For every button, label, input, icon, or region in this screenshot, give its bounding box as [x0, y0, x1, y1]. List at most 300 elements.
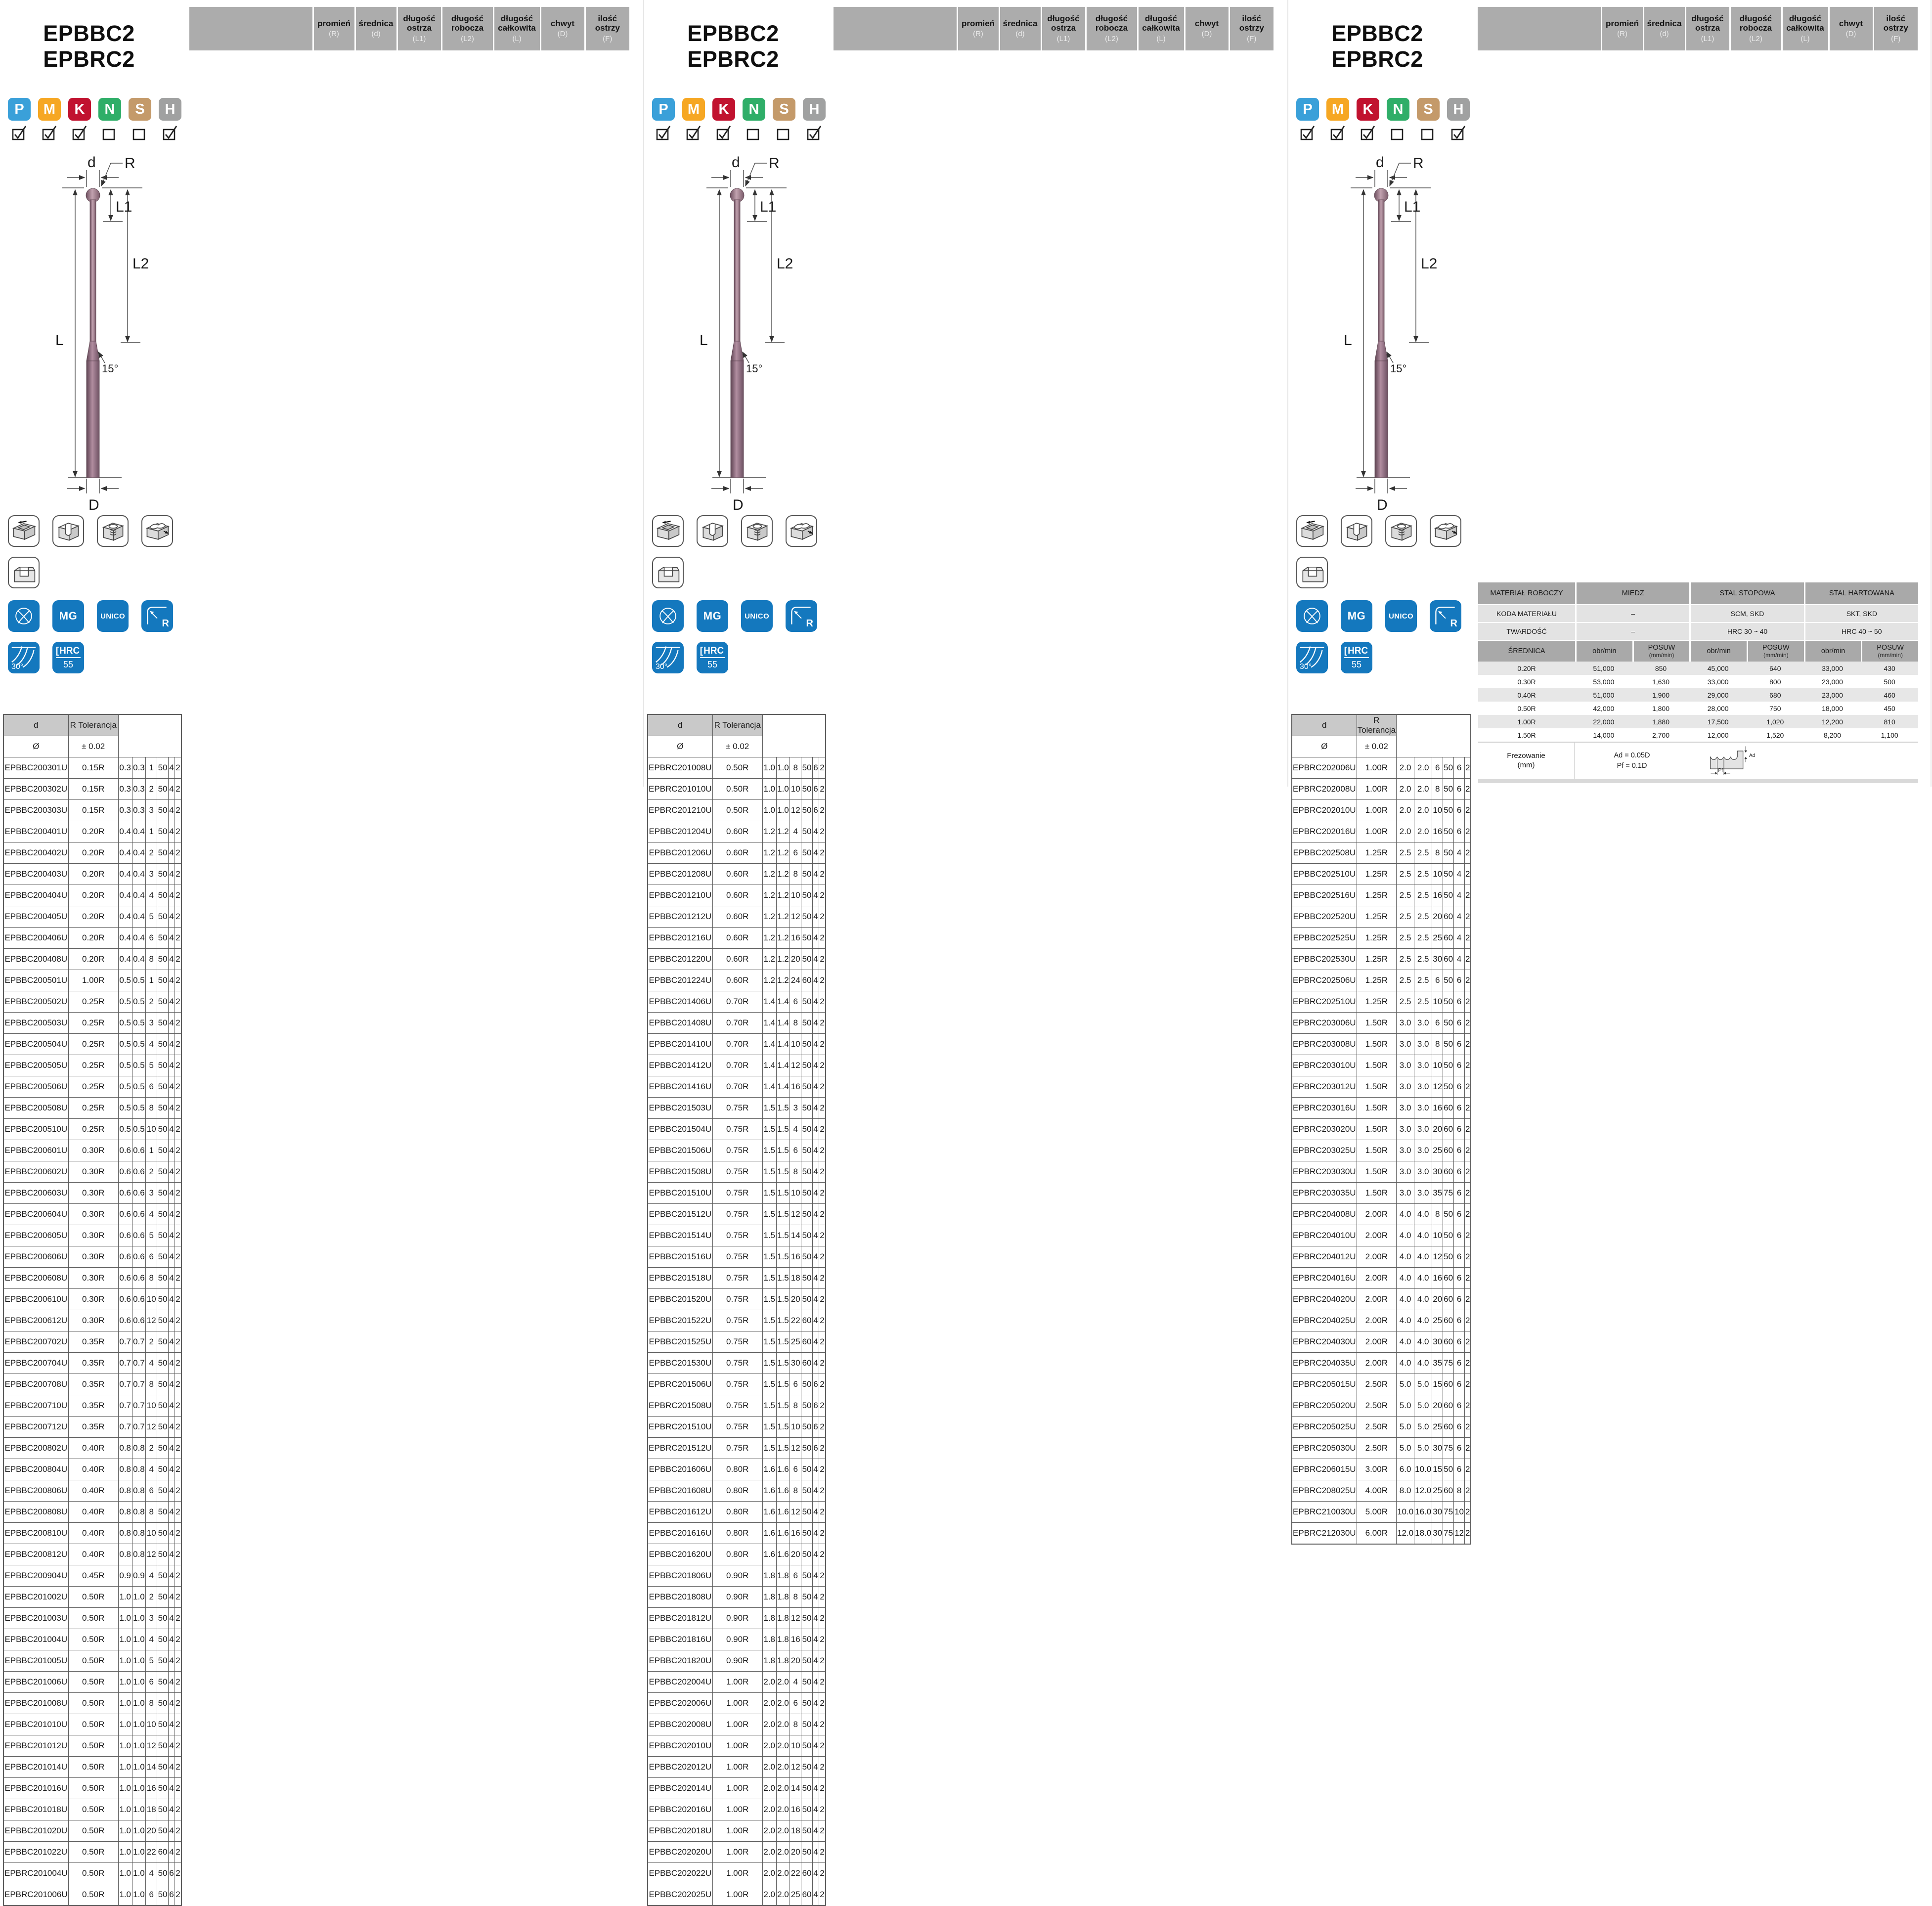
- value-cell: 3.0: [1397, 1013, 1414, 1034]
- material-checkbox-N: [98, 124, 121, 143]
- value-cell: 50: [801, 1778, 813, 1799]
- value-cell: 2.0: [762, 1778, 776, 1799]
- value-cell: 4: [812, 906, 819, 928]
- value-cell: 5.0: [1414, 1395, 1432, 1417]
- value-cell: 2: [175, 1438, 181, 1459]
- value-cell: 6: [1454, 1225, 1465, 1246]
- value-cell: 50: [157, 1565, 169, 1587]
- value-cell: 1.00R: [712, 1884, 762, 1906]
- value-cell: 50: [1443, 1076, 1454, 1098]
- corner-radius-icon: [141, 600, 173, 632]
- value-cell: 0.7: [118, 1331, 132, 1353]
- value-cell: 6: [812, 779, 819, 800]
- part-number: EPBBC202018U: [648, 1820, 712, 1842]
- col-header-flutes: ilość ostrzy (F): [1229, 7, 1273, 50]
- part-number: EPBBC201816U: [648, 1629, 712, 1650]
- value-cell: 6: [146, 1246, 157, 1268]
- product-table-wrap: [834, 7, 1273, 50]
- value-cell: 0.40R: [68, 1523, 118, 1544]
- value-cell: 6: [812, 1417, 819, 1438]
- value-cell: 50: [801, 1544, 813, 1565]
- value-cell: 2: [1465, 928, 1471, 949]
- value-cell: 4: [168, 757, 175, 779]
- table-row: [3, 1714, 181, 1735]
- value-cell: 2.5: [1397, 991, 1414, 1013]
- part-number: EPBBC200806U: [3, 1480, 68, 1502]
- value-cell: 2.00R: [1357, 1310, 1396, 1331]
- value-cell: 1.00R: [68, 970, 118, 991]
- value-cell: 2: [175, 1820, 181, 1842]
- helix-angle-label: 30°: [1300, 663, 1312, 671]
- value-cell: 50: [801, 949, 813, 970]
- value-cell: 8: [1432, 1204, 1443, 1225]
- value-cell: 2: [175, 1502, 181, 1523]
- value-cell: 50: [801, 1204, 813, 1225]
- value-cell: 12.0: [1414, 1480, 1432, 1502]
- col-header-diameter: średnica (d): [1643, 7, 1685, 50]
- channel-icon: [8, 557, 40, 588]
- value-cell: 1.0: [118, 1884, 132, 1906]
- value-cell: 4: [812, 1013, 819, 1034]
- value-cell: 50: [157, 1799, 169, 1820]
- value-cell: 3: [146, 1013, 157, 1034]
- part-number: EPBBC202530U: [1292, 949, 1357, 970]
- part-number: EPBBC200504U: [3, 1034, 68, 1055]
- param-value: 33,000: [1804, 662, 1861, 675]
- value-cell: 60: [801, 970, 813, 991]
- material-icon-P: P: [1296, 98, 1319, 121]
- value-cell: 1.4: [762, 1034, 776, 1055]
- value-cell: 0.50R: [68, 1587, 118, 1608]
- part-number: EPBBC201506U: [648, 1140, 712, 1161]
- value-cell: 0.6: [118, 1161, 132, 1183]
- param-diameter: 0.50R: [1517, 704, 1536, 712]
- value-cell: 0.6: [132, 1268, 146, 1289]
- value-cell: 1.4: [776, 1055, 790, 1076]
- value-cell: 1.0: [132, 1608, 146, 1629]
- part-number: EPBBC200405U: [3, 906, 68, 928]
- value-cell: 4: [812, 1353, 819, 1374]
- rpm-header: obr/min: [1804, 640, 1861, 662]
- value-cell: 4: [812, 1714, 819, 1735]
- value-cell: 2: [175, 800, 181, 821]
- value-cell: 1.50R: [1357, 1034, 1396, 1055]
- part-number: EPBBC201012U: [3, 1735, 68, 1757]
- value-cell: 2.0: [762, 1693, 776, 1714]
- channel-icon: [652, 557, 684, 588]
- part-number: EPBBC201608U: [648, 1480, 712, 1502]
- value-cell: 1.5: [776, 1353, 790, 1374]
- value-cell: 50: [801, 1629, 813, 1650]
- value-cell: 0.5: [118, 1076, 132, 1098]
- value-cell: 3.0: [1414, 1055, 1432, 1076]
- hardness-value: HRC 40 ~ 50: [1804, 622, 1918, 640]
- value-cell: 0.40R: [68, 1438, 118, 1459]
- value-cell: 50: [157, 1438, 169, 1459]
- value-cell: 50: [801, 1820, 813, 1842]
- part-number: EPBBC202520U: [1292, 906, 1357, 928]
- value-cell: 6: [1454, 1204, 1465, 1225]
- value-cell: 4: [168, 1799, 175, 1820]
- part-number: EPBBC201514U: [648, 1225, 712, 1246]
- part-number: EPBBC200612U: [3, 1310, 68, 1331]
- value-cell: 0.75R: [712, 1183, 762, 1204]
- value-cell: 60: [1443, 1098, 1454, 1119]
- value-cell: 1.2: [776, 928, 790, 949]
- value-cell: 10: [1454, 1502, 1465, 1523]
- value-cell: 0.25R: [68, 1055, 118, 1076]
- value-cell: 1.0: [118, 1863, 132, 1884]
- part-number: EPBBC201406U: [648, 991, 712, 1013]
- material-icon-K: K: [712, 98, 735, 121]
- value-cell: 4: [168, 1523, 175, 1544]
- value-cell: 2: [819, 1884, 826, 1906]
- param-value: 33,000: [1707, 677, 1729, 686]
- value-cell: 50: [157, 1714, 169, 1735]
- value-cell: 1.8: [776, 1587, 790, 1608]
- dim-label-shank: D: [733, 497, 744, 513]
- material-checkbox-K: [68, 124, 91, 143]
- mg-label: MG: [59, 610, 78, 622]
- value-cell: 50: [157, 1650, 169, 1672]
- part-number: EPBRC201004U: [3, 1863, 68, 1884]
- params-row: [1478, 702, 1918, 715]
- value-cell: 1.6: [762, 1459, 776, 1480]
- table-row: [1292, 1076, 1471, 1098]
- value-cell: 2.00R: [1357, 1289, 1396, 1310]
- table-row: [3, 1608, 181, 1629]
- value-cell: 4: [168, 991, 175, 1013]
- value-cell: 2: [819, 1459, 826, 1480]
- value-cell: 35: [1432, 1183, 1443, 1204]
- dim-label-l2: L2: [132, 256, 149, 272]
- value-cell: 1.00R: [1357, 779, 1396, 800]
- table-row: [3, 842, 181, 864]
- part-number: EPBBC200804U: [3, 1459, 68, 1480]
- hardness-value: –: [1575, 622, 1689, 640]
- param-value: 460: [1861, 688, 1918, 702]
- param-value: 430: [1861, 662, 1918, 675]
- value-cell: 0.50R: [68, 1778, 118, 1799]
- table-row: [648, 1587, 826, 1608]
- value-cell: 6: [1454, 800, 1465, 821]
- table-row: [1292, 1417, 1471, 1438]
- r-label: R: [806, 618, 813, 629]
- value-cell: 4: [812, 1842, 819, 1863]
- value-cell: 6: [1454, 1310, 1465, 1331]
- value-cell: 1.0: [132, 1587, 146, 1608]
- part-number: EPBBC201208U: [648, 864, 712, 885]
- value-cell: 0.75R: [712, 1310, 762, 1331]
- value-cell: 0.25R: [68, 1076, 118, 1098]
- value-cell: 4: [168, 1119, 175, 1140]
- value-cell: 2: [175, 1565, 181, 1587]
- value-cell: 1.0: [132, 1778, 146, 1799]
- value-cell: 60: [157, 1842, 169, 1863]
- value-cell: 4: [812, 1310, 819, 1331]
- value-cell: 2: [819, 1374, 826, 1395]
- value-cell: 0.8: [132, 1502, 146, 1523]
- value-cell: 5: [146, 1055, 157, 1076]
- value-cell: 6: [1454, 1374, 1465, 1395]
- value-cell: 4: [812, 1204, 819, 1225]
- table-row: [3, 1353, 181, 1374]
- value-cell: 16: [790, 1523, 801, 1544]
- helix-angle-label: 30°: [11, 663, 24, 671]
- material-code-value: SKT, SKD: [1804, 604, 1918, 622]
- value-cell: 2: [819, 1565, 826, 1587]
- value-cell: 2: [175, 1119, 181, 1140]
- series-name-1: EPBBC2: [687, 21, 779, 46]
- value-cell: 2: [1465, 1225, 1471, 1246]
- materials-row: [652, 98, 826, 121]
- value-cell: 4.00R: [1357, 1480, 1396, 1502]
- value-cell: 10: [146, 1395, 157, 1417]
- part-number: EPBBC201006U: [3, 1672, 68, 1693]
- table-row: [3, 1778, 181, 1799]
- value-cell: 60: [801, 1353, 813, 1374]
- value-cell: 2.0: [776, 1799, 790, 1820]
- table-row: [3, 1417, 181, 1438]
- value-cell: 1.0: [762, 757, 776, 779]
- params-col-material: MATERIAŁ ROBOCZY: [1478, 582, 1575, 604]
- value-cell: 0.5: [132, 1034, 146, 1055]
- col-header-radius: promień (R): [1601, 7, 1643, 50]
- value-cell: 1.2: [776, 821, 790, 842]
- material-checkbox-H: [803, 124, 826, 143]
- value-cell: 2: [175, 1204, 181, 1225]
- params-row: [1478, 728, 1918, 742]
- value-cell: 4: [812, 1565, 819, 1587]
- value-cell: 2: [1465, 1523, 1471, 1545]
- value-cell: 8: [790, 1395, 801, 1417]
- value-cell: 2: [175, 1417, 181, 1438]
- param-value: 1,100: [1881, 731, 1898, 739]
- value-cell: 6: [1454, 821, 1465, 842]
- material-icon-N: N: [98, 98, 121, 121]
- value-cell: 50: [157, 1268, 169, 1289]
- param-value: 1,880: [1632, 715, 1690, 728]
- value-cell: 6: [1454, 1140, 1465, 1161]
- value-cell: 16: [790, 1076, 801, 1098]
- value-cell: 50: [1443, 1055, 1454, 1076]
- value-cell: 6: [1432, 757, 1443, 779]
- value-cell: 4: [146, 1863, 157, 1884]
- value-cell: 4: [168, 1778, 175, 1799]
- materials-row: [1296, 98, 1470, 121]
- value-cell: 1.00R: [712, 1842, 762, 1863]
- value-cell: 0.6: [132, 1204, 146, 1225]
- params-data-rows: [1478, 662, 1918, 742]
- value-cell: 0.6: [132, 1225, 146, 1246]
- value-cell: 4: [168, 928, 175, 949]
- value-cell: 4: [168, 1055, 175, 1076]
- part-number: EPBRC201506U: [648, 1374, 712, 1395]
- dim-label-shank: D: [1377, 497, 1388, 513]
- param-value: 22,000: [1575, 715, 1632, 728]
- value-cell: 0.50R: [68, 1842, 118, 1863]
- product-table-wrap: [1478, 7, 1918, 50]
- value-cell: 4: [812, 1863, 819, 1884]
- value-cell: 18: [146, 1799, 157, 1820]
- material-checkbox-S: [1417, 124, 1440, 143]
- table-row: [648, 1225, 826, 1246]
- value-cell: 0.8: [118, 1438, 132, 1459]
- tolerance-value-row: [648, 736, 826, 757]
- value-cell: 2: [1465, 1246, 1471, 1268]
- value-cell: 10: [790, 1034, 801, 1055]
- table-row: [648, 1246, 826, 1268]
- table-row: [1292, 885, 1471, 906]
- tolerance-value: ± 0.02: [712, 736, 762, 757]
- value-cell: 2: [175, 1268, 181, 1289]
- value-cell: 0.70R: [712, 1013, 762, 1034]
- value-cell: 6: [146, 1672, 157, 1693]
- value-cell: 12: [146, 1417, 157, 1438]
- value-cell: 10: [146, 1714, 157, 1735]
- value-cell: 0.75R: [712, 1225, 762, 1246]
- value-cell: 22: [790, 1310, 801, 1331]
- part-number: EPBBC202510U: [1292, 864, 1357, 885]
- value-cell: 4.0: [1414, 1353, 1432, 1374]
- value-cell: 2: [819, 1183, 826, 1204]
- value-cell: 75: [1443, 1523, 1454, 1545]
- value-cell: 1: [146, 970, 157, 991]
- value-cell: 1.25R: [1357, 928, 1396, 949]
- material-checkbox-P: [8, 124, 31, 143]
- part-number: EPBBC200610U: [3, 1289, 68, 1310]
- value-cell: 2: [1465, 864, 1471, 885]
- part-number: EPBRC203012U: [1292, 1076, 1357, 1098]
- value-cell: 0.75R: [712, 1204, 762, 1225]
- param-value: 850: [1632, 662, 1690, 675]
- value-cell: 50: [801, 1374, 813, 1395]
- value-cell: 0.5: [118, 970, 132, 991]
- value-cell: 50: [801, 1098, 813, 1119]
- param-value: 53,000: [1593, 677, 1615, 686]
- value-cell: 10: [790, 885, 801, 906]
- table-row: [1292, 1119, 1471, 1140]
- value-cell: 2.0: [776, 1778, 790, 1799]
- value-cell: 2.0: [762, 1842, 776, 1863]
- value-cell: 1.5: [762, 1204, 776, 1225]
- value-cell: 0.6: [132, 1246, 146, 1268]
- table-row: [648, 1395, 826, 1417]
- slot-icon: [1341, 515, 1372, 547]
- value-cell: 4: [168, 1629, 175, 1650]
- value-cell: 4: [168, 1268, 175, 1289]
- milling-label: Frezowanie (mm): [1478, 743, 1575, 779]
- param-value: 450: [1884, 704, 1895, 712]
- value-cell: 2: [819, 800, 826, 821]
- value-cell: 3.0: [1397, 1140, 1414, 1161]
- part-number: EPBBC201620U: [648, 1544, 712, 1565]
- material-code-value: SCM, SKD: [1689, 604, 1803, 622]
- value-cell: 60: [1443, 1119, 1454, 1140]
- part-number: EPBBC200602U: [3, 1161, 68, 1183]
- value-cell: 6: [1454, 991, 1465, 1013]
- helix-30-icon: [1296, 642, 1328, 673]
- table-row: [3, 1565, 181, 1587]
- table-row: [648, 757, 826, 779]
- value-cell: 2: [1465, 1395, 1471, 1417]
- table-row: [648, 1735, 826, 1757]
- thread-hole-icon: [97, 515, 129, 547]
- value-cell: 50: [801, 1672, 813, 1693]
- value-cell: 6: [146, 1884, 157, 1906]
- tolerance-value-row: [3, 736, 181, 757]
- helix-30-icon: [652, 642, 684, 673]
- value-cell: 2: [819, 885, 826, 906]
- value-cell: 50: [157, 1353, 169, 1374]
- corner-radius-icon: [786, 600, 817, 632]
- value-cell: 2: [819, 1523, 826, 1544]
- value-cell: 4: [790, 1672, 801, 1693]
- param-value: 12,200: [1804, 715, 1861, 728]
- value-cell: 3.0: [1414, 1076, 1432, 1098]
- value-cell: 0.6: [132, 1161, 146, 1183]
- value-cell: 2: [1465, 1204, 1471, 1225]
- value-cell: 50: [1443, 757, 1454, 779]
- value-cell: 50: [157, 779, 169, 800]
- unico-badge: [97, 600, 129, 632]
- value-cell: 2: [175, 1098, 181, 1119]
- value-cell: 0.50R: [712, 757, 762, 779]
- value-cell: 2: [819, 1629, 826, 1650]
- table-row: [648, 1289, 826, 1310]
- col-header-flutes: ilość ostrzy (F): [1873, 7, 1918, 50]
- value-cell: 2.0: [762, 1672, 776, 1693]
- table-row: [648, 1331, 826, 1353]
- value-cell: 50: [801, 842, 813, 864]
- value-cell: 50: [157, 1289, 169, 1310]
- value-cell: 2: [819, 1161, 826, 1183]
- value-cell: 50: [801, 864, 813, 885]
- value-cell: 4: [812, 970, 819, 991]
- value-cell: 0.25R: [68, 1034, 118, 1055]
- table-row: [3, 1459, 181, 1480]
- value-cell: 0.5: [118, 1119, 132, 1140]
- value-cell: 4: [812, 1119, 819, 1140]
- value-cell: 2.0: [1397, 779, 1414, 800]
- table-row: [648, 1502, 826, 1523]
- value-cell: 0.7: [118, 1353, 132, 1374]
- value-cell: 50: [1443, 1459, 1454, 1480]
- value-cell: 0.6: [118, 1268, 132, 1289]
- value-cell: 2: [175, 928, 181, 949]
- value-cell: 2: [175, 1672, 181, 1693]
- part-number: EPBBC200406U: [3, 928, 68, 949]
- table-header-row: [189, 7, 629, 50]
- value-cell: 2: [1465, 1480, 1471, 1502]
- param-value: 51,000: [1575, 662, 1632, 675]
- part-number: EPBBC201216U: [648, 928, 712, 949]
- feed-header: POSUW (mm/min): [1632, 640, 1690, 662]
- part-number: EPBBC200303U: [3, 800, 68, 821]
- table-row: [648, 885, 826, 906]
- value-cell: 0.50R: [68, 1735, 118, 1757]
- value-cell: 0.35R: [68, 1331, 118, 1353]
- table-row: [648, 1459, 826, 1480]
- value-cell: 6: [812, 800, 819, 821]
- value-cell: 0.20R: [68, 821, 118, 842]
- bracket-glyph: [: [1344, 645, 1348, 656]
- machining-feature-icons-2: [8, 557, 40, 588]
- table-row: [1292, 757, 1471, 779]
- value-cell: 2: [175, 1523, 181, 1544]
- ballnose-end-icon: [652, 600, 684, 632]
- value-cell: 2: [819, 757, 826, 779]
